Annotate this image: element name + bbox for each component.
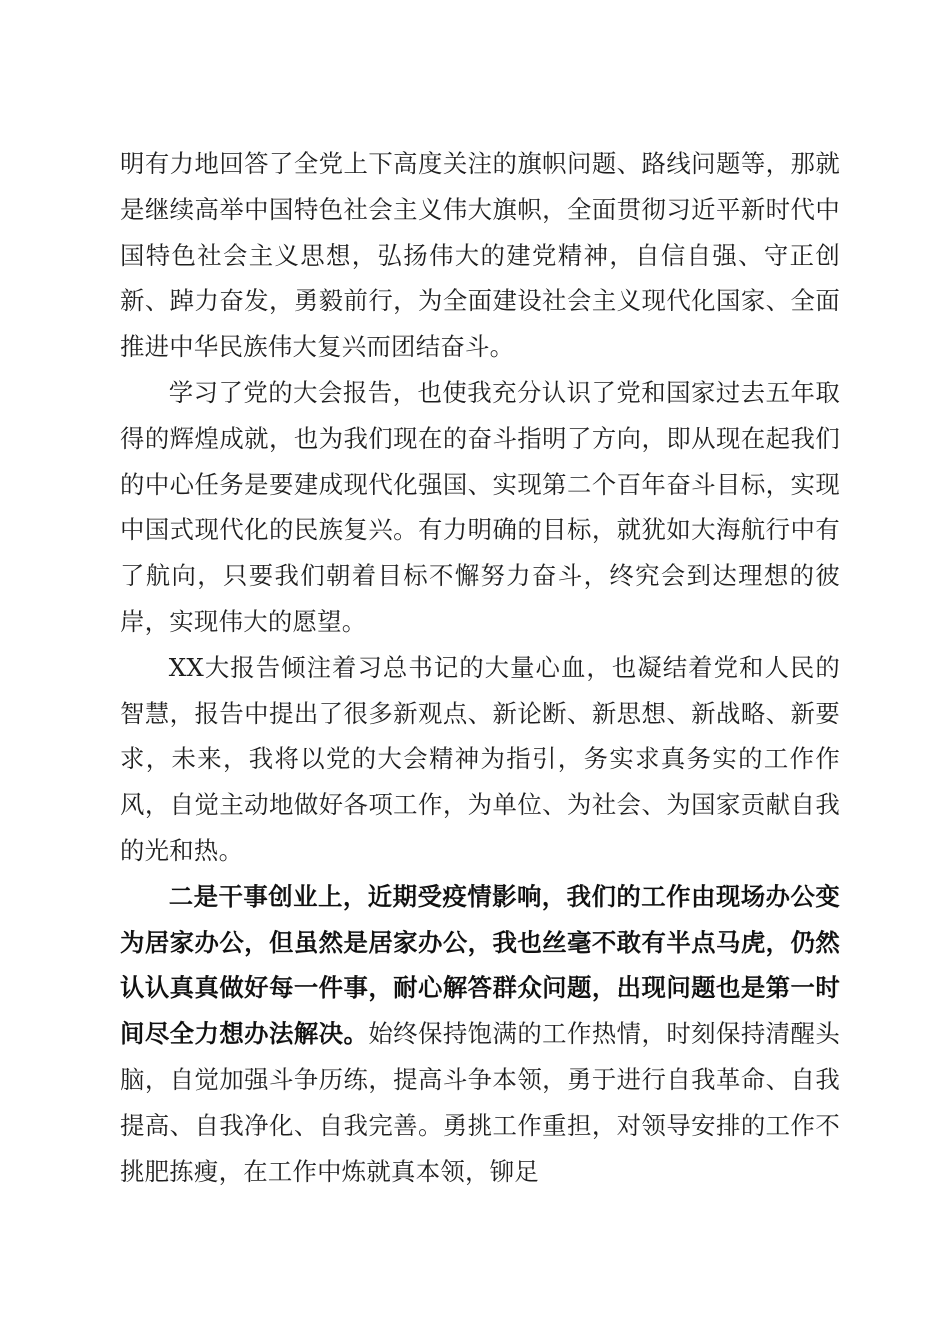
paragraph-3 xyxy=(120,645,840,874)
document-body xyxy=(120,141,840,1194)
paragraph-2 xyxy=(120,370,840,645)
paragraph-3-text: XX大报告倾注着习总书记的大量心血，也凝结着党和人民的智慧，报告中提出了很多新观点、新论断、新思想、新战略、新要求，未来，我将以党的大会精神为指引，务实求真务实的工作作风，自觉主动地做好各项工作，为单位、为社会、为国家贡献自我的光和热。 xyxy=(120,652,840,865)
paragraph-1 xyxy=(120,141,840,370)
paragraph-1-text: 明有力地回答了全党上下高度关注的旗帜问题、路线问题等，那就是继续高举中国特色社会主义伟大旗帜，全面贯彻习近平新时代中国特色社会主义思想，弘扬伟大的建党精神，自信自强、守正创新、踔力奋发，勇毅前行，为全面建设社会主义现代化国家、全面推进中华民族伟大复兴而团结奋斗。 xyxy=(120,149,840,362)
paragraph-2-text: 学习了党的大会报告，也使我充分认识了党和国家过去五年取得的辉煌成就，也为我们现在的奋斗指明了方向，即从现在起我们的中心任务是要建成现代化强国、实现第二个百年奋斗目标，实现中国式现代化的民族复兴。有力明确的目标，就犹如大海航行中有了航向，只要我们朝着目标不懈努力奋斗，终究会到达理想的彼岸，实现伟大的愿望。 xyxy=(120,377,840,636)
paragraph-4-bold-text: 二是干事创业上，近期受疫情影响，我们的工作由现场办公变为居家办公，但虽然是居家办公，我也丝毫不敢有半点马虎，仍然认认真真做好每一件事，耐心解答群众问题，出现问题也是第一时间尽全力想办法解决。 xyxy=(120,881,840,1049)
paragraph-4-regular-text: 始终保持饱满的工作热情，时刻保持清醒头脑，自觉加强斗争历练，提高斗争本领，勇于进行自我革命、自我提高、自我净化、自我完善。勇挑工作重担，对领导安排的工作不挑肥拣瘦，在工作中炼就真本领，铆足 xyxy=(120,1019,840,1186)
paragraph-4 xyxy=(120,874,840,1195)
